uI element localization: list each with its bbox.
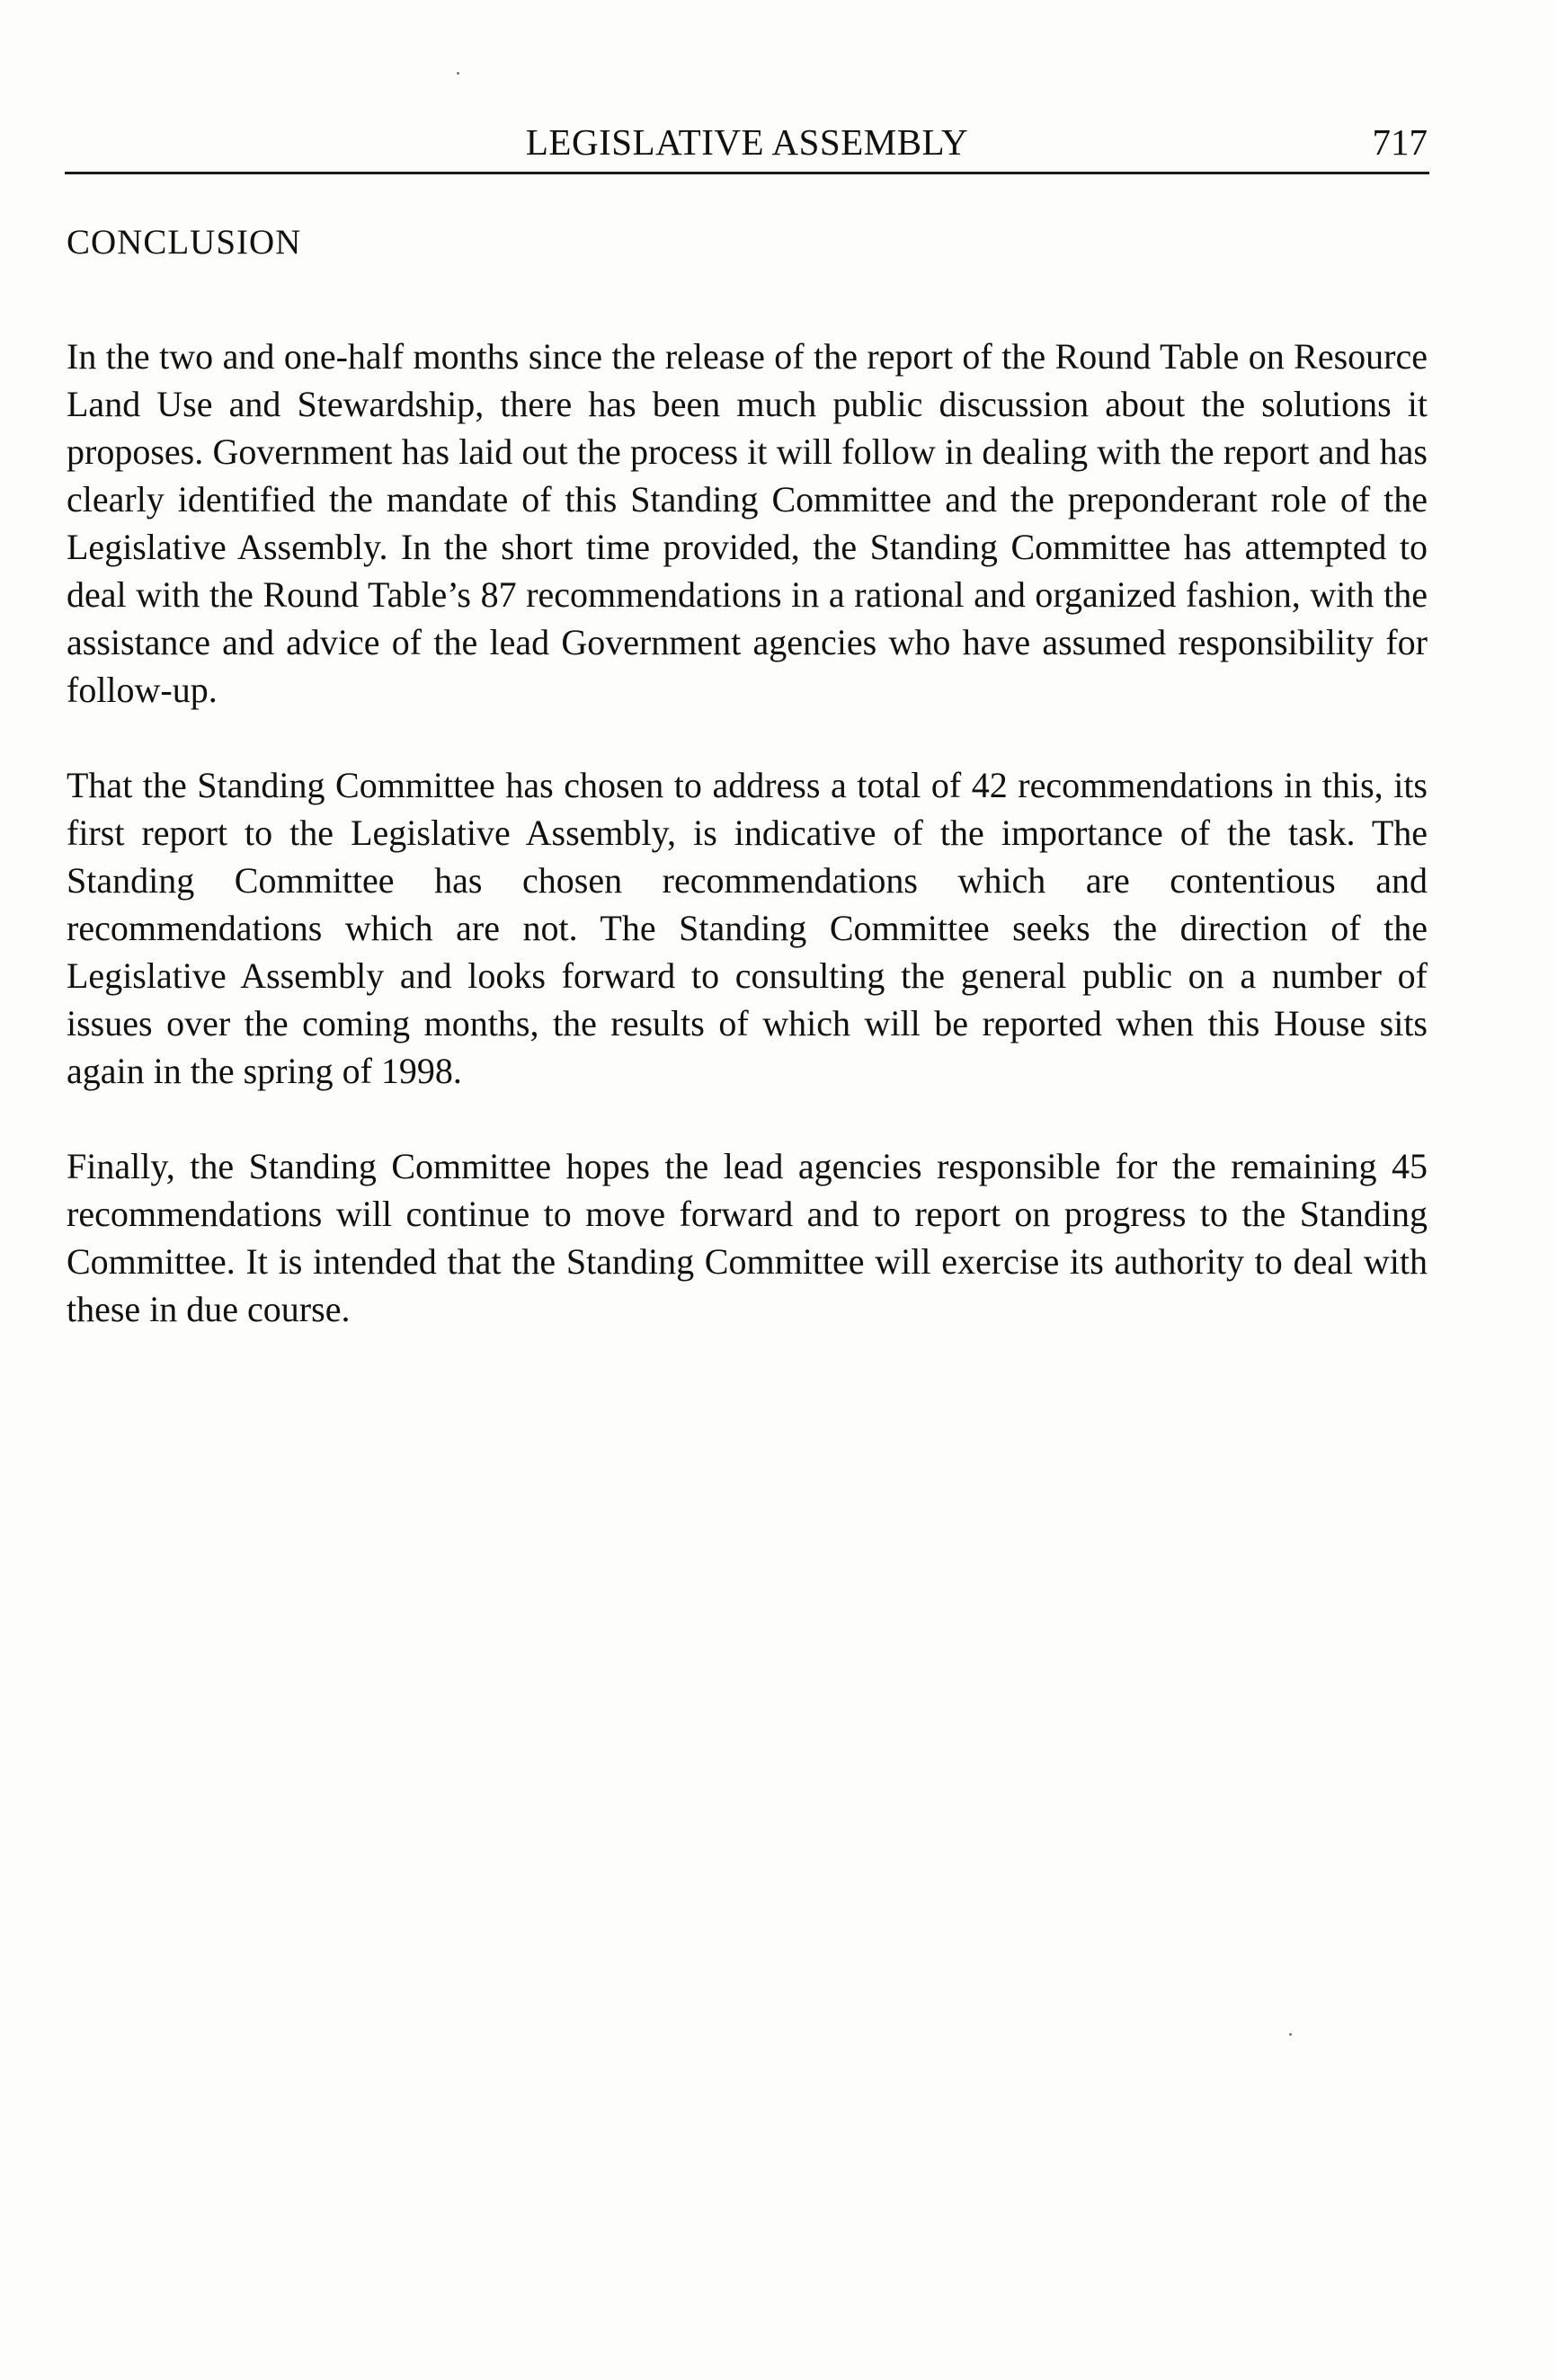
paragraph-3: Finally, the Standing Committee hopes the lead agencies responsible for the remaining 45 recommendations will continue to move forward and to report on progress to the Standing Committee. It is intended that the Standing Committee will exercise its authority to deal with these in due course.: [67, 1146, 1428, 1329]
paragraph-2: That the Standing Committee has chosen to address a total of 42 recommendations in this, its first report to the Legislative Assembly, is indicative of the importance of the task. The Standing Committee has chosen recommendations which are contentious and recommendations which are not. The Standing Committee seeks the direction of the Legislative Assembly and looks forward to consulting the general public on a number of issues over the coming months, the results of which will be reported when this House sits again in the spring of 1998.: [67, 765, 1428, 1091]
main-content: [67, 216, 1428, 1381]
paragraph-1: In the two and one-half months since the release of the report of the Round Table on Resource Land Use and Stewardship, there has been much public discussion about the solutions it proposes. Government has laid out the process it will follow in dealing with the report and has clearly identified the mandate of this Standing Committee and the preponderant role of the Legislative Assembly. In the short time provided, the Standing Committee has attempted to deal with the Round Table’s 87 recommendations in a rational and organized fashion, with the assistance and advice of the lead Government agencies who have assumed responsibility for follow-up.: [67, 336, 1428, 710]
scan-speck: [1289, 2033, 1292, 2036]
header-rule: [65, 172, 1429, 174]
page-header: [67, 115, 1428, 169]
scan-speck: [457, 72, 459, 75]
running-title: LEGISLATIVE ASSEMBLY: [525, 121, 969, 163]
section-heading: CONCLUSION: [67, 223, 302, 262]
page-number: 717: [1372, 121, 1428, 163]
